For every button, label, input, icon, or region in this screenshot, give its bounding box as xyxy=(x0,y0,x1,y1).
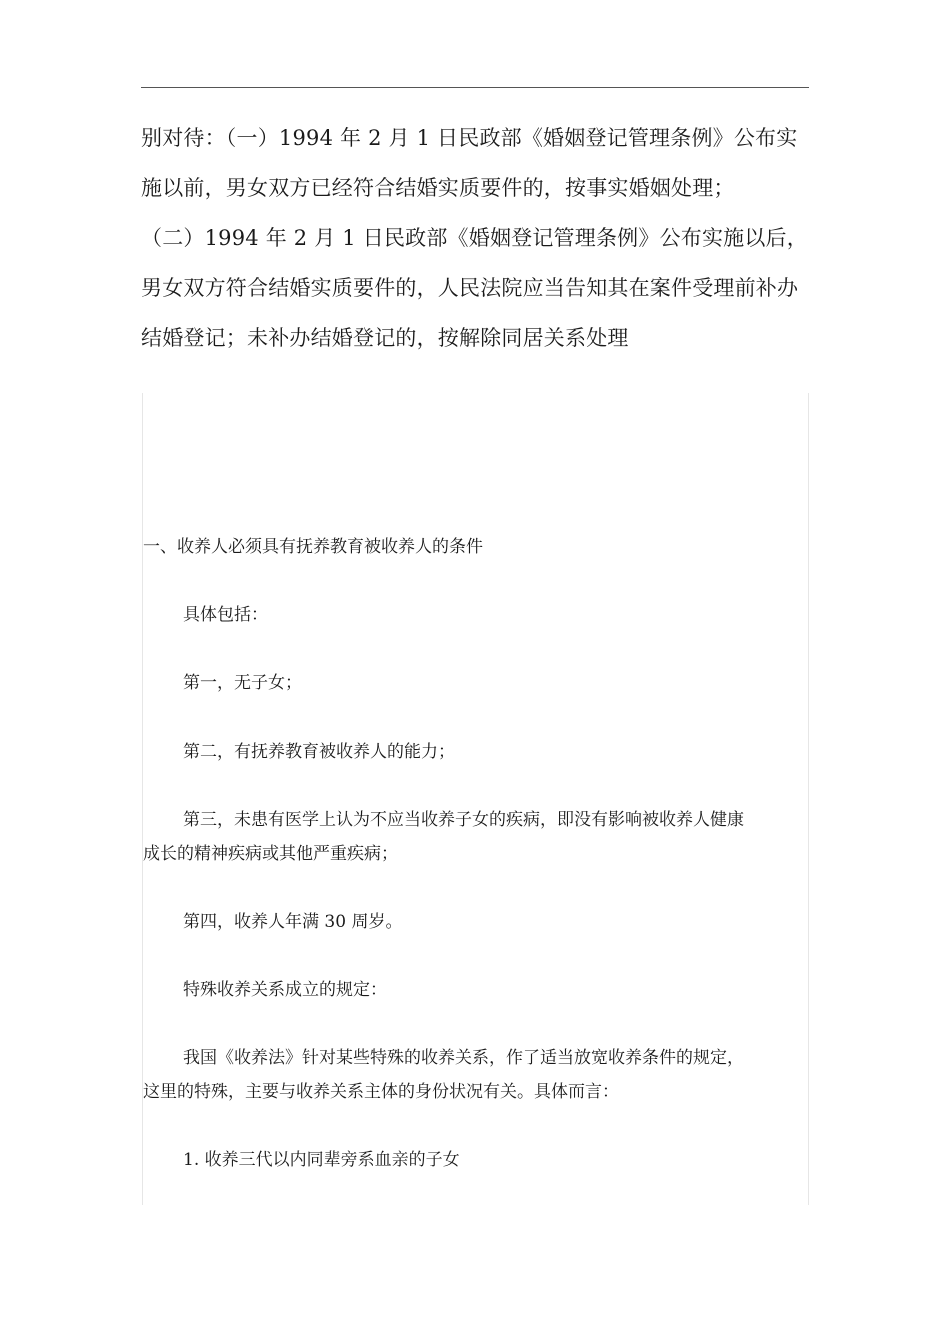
header-rule xyxy=(141,87,809,88)
section-heading: 一、收养人必须具有抚养教育被收养人的条件 xyxy=(143,537,483,557)
paragraph-line: 结婚登记；未补办结婚登记的，按解除同居关系处理 xyxy=(141,326,629,350)
paragraph-line: 别对待：（一）1994 年 2 月 1 日民政部《婚姻登记管理条例》公布实 xyxy=(141,126,798,150)
list-item: 第三，未患有医学上认为不应当收养子女的疾病，即没有影响被收养人健康 xyxy=(183,810,744,830)
paragraph-line: （二）1994 年 2 月 1 日民政部《婚姻登记管理条例》公布实施以后， xyxy=(141,226,808,250)
list-item: 第二，有抚养教育被收养人的能力； xyxy=(183,742,455,762)
paragraph-line: 男女双方符合结婚实质要件的，人民法院应当告知其在案件受理前补办 xyxy=(141,276,799,300)
subheading: 特殊收养关系成立的规定： xyxy=(183,980,387,1000)
list-item: 第四，收养人年满 30 周岁。 xyxy=(183,912,403,932)
paragraph-line: 我国《收养法》针对某些特殊的收养关系，作了适当放宽收养条件的规定， xyxy=(183,1048,744,1068)
list-item: 第一，无子女； xyxy=(183,673,302,693)
list-item-continuation: 成长的精神疾病或其他严重疾病； xyxy=(143,844,398,864)
paragraph-line: 施以前，男女双方已经符合结婚实质要件的，按事实婚姻处理； xyxy=(141,176,735,200)
numbered-item: 1. 收养三代以内同辈旁系血亲的子女 xyxy=(183,1150,460,1170)
paragraph-line: 这里的特殊，主要与收养关系主体的身份状况有关。具体而言： xyxy=(143,1082,619,1102)
intro-text: 具体包括： xyxy=(183,605,268,625)
content-box-right-border xyxy=(808,393,809,1205)
